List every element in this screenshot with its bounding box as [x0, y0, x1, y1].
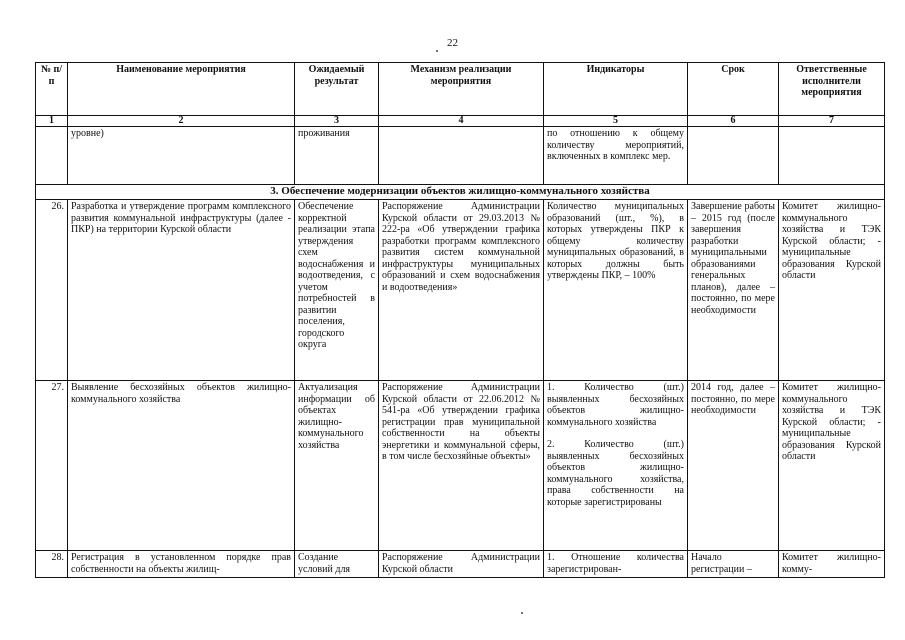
cell-number: 26.: [36, 200, 68, 381]
header-indicators: Индикаторы: [544, 63, 688, 116]
column-number: 2: [68, 116, 295, 127]
cell-responsible: Комитет жилищно-комму-: [779, 551, 885, 578]
cell-responsible: Комитет жилищно-коммунального хозяйства и ТЭК Курской области; - муниципальные образования Курской области: [779, 200, 885, 381]
header-responsible: Ответственные исполнители мероприятия: [779, 63, 885, 116]
cell-indicators: [544, 381, 688, 551]
page-number: 22: [447, 37, 458, 49]
cell-name: Разработка и утверждение программ комплексного развития коммунальной инфраструктуры (далее - ПКР) на территории Курской области: [68, 200, 295, 381]
table-row: [36, 200, 885, 381]
cell-indicators: по отношению к общему количеству мероприятий, включенных в комплекс мер.: [544, 127, 688, 185]
cell-number: 28.: [36, 551, 68, 578]
cell-term: [688, 127, 779, 185]
column-number: 4: [379, 116, 544, 127]
header-name: Наименование мероприятия: [68, 63, 295, 116]
header-mechanism: Механизм реализации мероприятия: [379, 63, 544, 116]
cell-result: проживания: [295, 127, 379, 185]
cell-indicators: 1. Отношение количества зарегистрирован-: [544, 551, 688, 578]
header-term: Срок: [688, 63, 779, 116]
column-number: 7: [779, 116, 885, 127]
cell-mechanism: [379, 127, 544, 185]
cell-mechanism: Распоряжение Администрации Курской области от 22.06.2012 № 541-ра «Об утверждении графика регистрации прав муниципальной собственности на объекты энергетики и коммунальной сферы, в том числе бесхозяйные объекты»: [379, 381, 544, 551]
table-header-row: [36, 63, 885, 116]
cell-mechanism: Распоряжение Администрации Курской области: [379, 551, 544, 578]
table-row: [36, 381, 885, 551]
scan-speck: [521, 612, 523, 614]
column-number: 6: [688, 116, 779, 127]
cell-result: Создание условий для: [295, 551, 379, 578]
column-number: 3: [295, 116, 379, 127]
indicator-item: 2. Количество (шт.) выявленных бесхозяйных объектов жилищно-коммунального хозяйства, права собственности на которые зарегистрированы: [547, 439, 684, 508]
cell-term: Начало регистрации –: [688, 551, 779, 578]
measures-table: [35, 62, 885, 578]
cell-name: Выявление бесхозяйных объектов жилищно-коммунального хозяйства: [68, 381, 295, 551]
table-row: [36, 551, 885, 578]
cell-name: Регистрация в установленном порядке прав собственности на объекты жилищ-: [68, 551, 295, 578]
cell-term: 2014 год, далее – постоянно, по мере необходимости: [688, 381, 779, 551]
column-number: 5: [544, 116, 688, 127]
cell-result: Актуализация информации об объектах жилищно-коммунального хозяйства: [295, 381, 379, 551]
scan-speck: [436, 50, 438, 52]
cell-number: 27.: [36, 381, 68, 551]
column-number-row: [36, 116, 885, 127]
header-result: Ожидаемый результат: [295, 63, 379, 116]
table-row: [36, 127, 885, 185]
cell-responsible: [779, 127, 885, 185]
column-number: 1: [36, 116, 68, 127]
cell-name: уровне): [68, 127, 295, 185]
cell-responsible: Комитет жилищно-коммунального хозяйства и ТЭК Курской области; - муниципальные образования Курской области: [779, 381, 885, 551]
cell-result: Обеспечение корректной реализации этапа утверждения схем водоснабжения и водоотведения, с учетом потребностей в развитии поселения, городского округа: [295, 200, 379, 381]
cell-number: [36, 127, 68, 185]
section-row: [36, 185, 885, 200]
cell-term: Завершение работы – 2015 год (после завершения разработки муниципальными образованиями генеральных планов), далее – постоянно, по мере необходимости: [688, 200, 779, 381]
cell-indicators: Количество муниципальных образований (шт., %), в которых утверждены ПКР к общему количеству муниципальных образований, в которых должны быть утверждены ПКР, – 100%: [544, 200, 688, 381]
cell-mechanism: Распоряжение Администрации Курской области от 29.03.2013 № 222-ра «Об утверждении графика разработки программ комплексного развития систем коммунальной инфраструктуры муниципальных образований и схем водоснабжения и водоотведения»: [379, 200, 544, 381]
section-title: 3. Обеспечение модернизации объектов жилищно-коммунального хозяйства: [36, 185, 885, 200]
indicator-item: 1. Количество (шт.) выявленных бесхозяйных объектов жилищно-коммунального хозяйства: [547, 382, 684, 428]
header-number: № п/п: [36, 63, 68, 116]
